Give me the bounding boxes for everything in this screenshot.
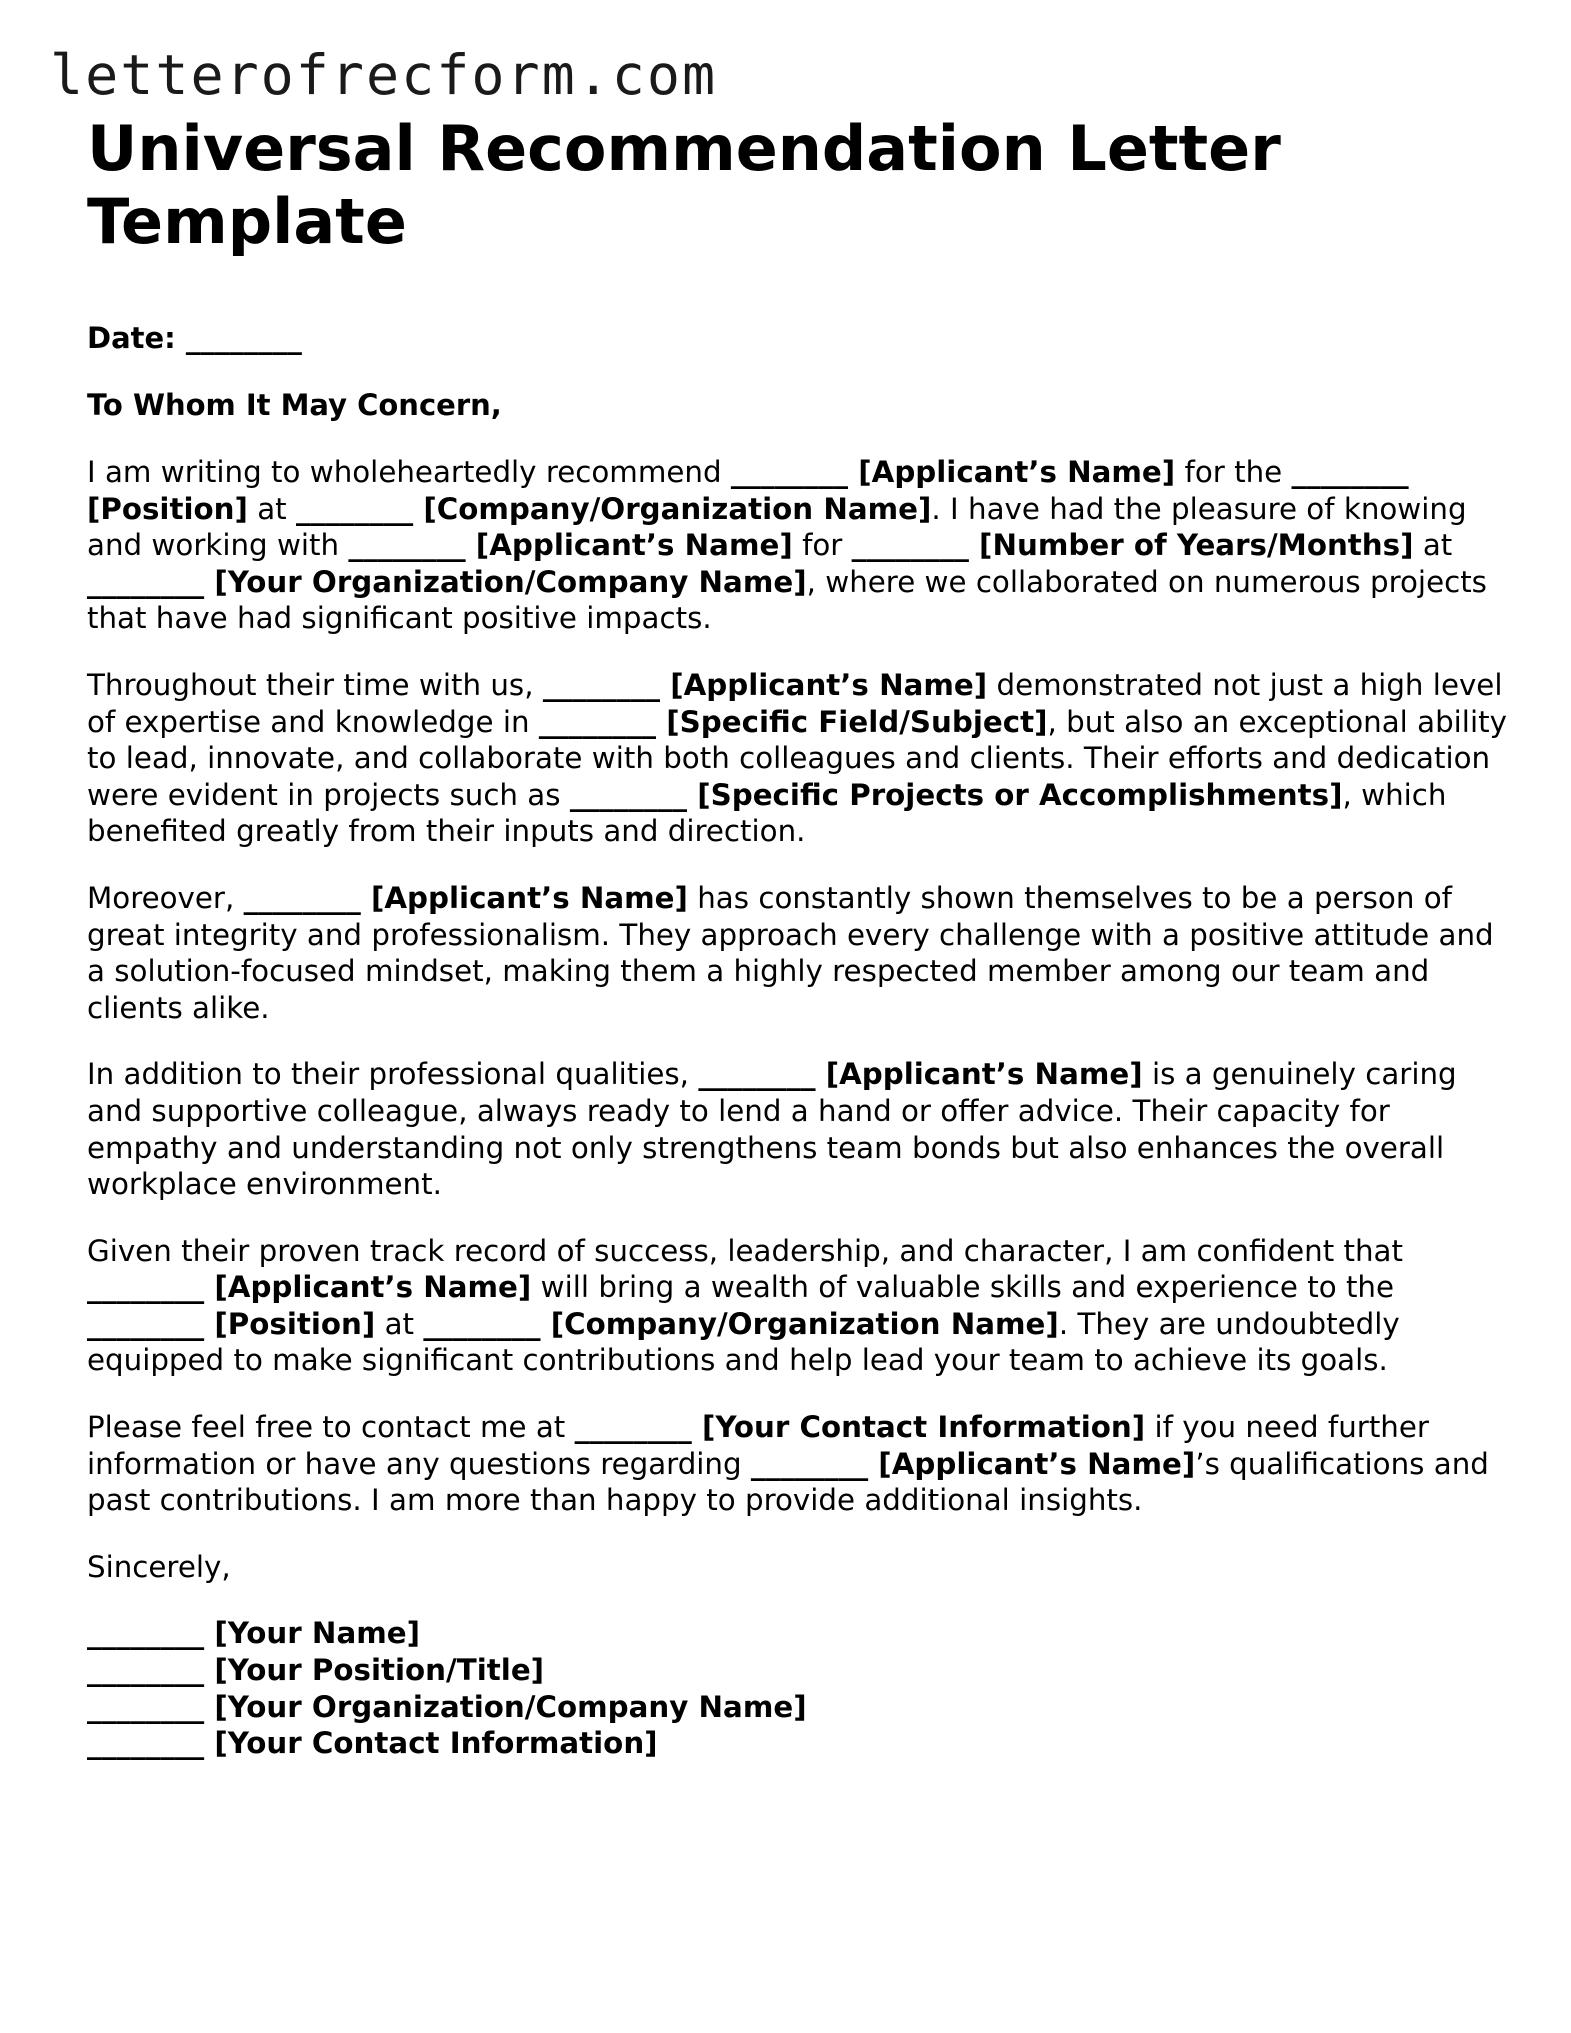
paragraph-2 bbox=[87, 667, 1507, 850]
body-text: Throughout their time with us, bbox=[87, 667, 543, 702]
body-text: demonstrated not just a high level of expertise and knowledge in bbox=[87, 667, 1503, 739]
letter-document bbox=[87, 112, 1507, 1762]
paragraph-1 bbox=[87, 454, 1507, 637]
placeholder-field: ________ [Your Contact Information] bbox=[574, 1410, 1146, 1445]
paragraph-4 bbox=[87, 1056, 1507, 1202]
paragraph-3 bbox=[87, 880, 1507, 1026]
placeholder-field: ________ [Number of Years/Months] bbox=[851, 528, 1414, 563]
body-text: , where we collaborated on numerous projects that have had significant positive impacts. bbox=[87, 564, 1487, 636]
body-text: In addition to their professional qualities, bbox=[87, 1057, 699, 1092]
body-text: at bbox=[247, 491, 296, 526]
body-text: at bbox=[1413, 528, 1453, 563]
closing: Sincerely, bbox=[87, 1549, 231, 1584]
placeholder-field: ________ [Company/Organization Name] bbox=[423, 1306, 1059, 1341]
signature-contact: ________ [Your Contact Information] bbox=[87, 1726, 658, 1761]
body-text: , which benefited greatly from their inputs and direction. bbox=[87, 777, 1447, 849]
body-text: Given their proven track record of success, leadership, and character, I am confident that bbox=[87, 1233, 1403, 1268]
placeholder-field: ________ [Applicant’s Name] bbox=[698, 1057, 1143, 1092]
placeholder-field: ________ [Applicant’s Name] bbox=[243, 880, 688, 915]
body-text: , but also an exceptional ability to lead, innovate, and collaborate with both colleagues and clients. Their efforts and dedication were evident in projects such as bbox=[87, 704, 1507, 812]
body-text: for bbox=[792, 528, 852, 563]
site-watermark: letterofrecform.com bbox=[50, 43, 718, 107]
placeholder-field: ________ [Applicant’s Name] bbox=[348, 528, 793, 563]
signature-name: ________ [Your Name] bbox=[87, 1616, 421, 1651]
signature-position: ________ [Your Position/Title] bbox=[87, 1653, 545, 1688]
body-text: for the bbox=[1175, 455, 1292, 489]
body-text: ’s qualifications and past contributions. I am more than happy to provide additional insights. bbox=[87, 1446, 1489, 1518]
body-text: at bbox=[375, 1306, 424, 1341]
body-text: is a genuinely caring and supportive colleague, always ready to lend a hand or offer advice. Their capacity for empathy and understanding not only strengthens team bonds but also enhances the overall workplace environment. bbox=[87, 1057, 1457, 1202]
placeholder-field: ________ [Your Organization/Company Name] bbox=[87, 564, 807, 599]
body-text: Moreover, bbox=[87, 880, 244, 915]
signature-organization: ________ [Your Organization/Company Name] bbox=[87, 1689, 807, 1724]
placeholder-field: ________ [Specific Field/Subject] bbox=[538, 704, 1048, 739]
signature-block bbox=[87, 1615, 1507, 1761]
body-text: if you need further information or have any questions regarding bbox=[87, 1410, 1429, 1481]
body-text: . I have had the pleasure of knowing and working with bbox=[87, 491, 1467, 563]
body-text: Please feel free to contact me at bbox=[87, 1410, 575, 1445]
placeholder-field: ________ [Applicant’s Name] bbox=[87, 1270, 532, 1305]
body-text: . They are undoubtedly equipped to make significant contributions and help lead your team to achieve its goals. bbox=[87, 1306, 1400, 1378]
placeholder-field: ________ [Company/Organization Name] bbox=[295, 491, 932, 526]
placeholder-field: ________ [Position] bbox=[87, 455, 1409, 526]
body-text: I am writing to wholeheartedly recommend bbox=[87, 455, 731, 489]
date-field: Date: ________ bbox=[87, 321, 302, 355]
placeholder-field: ________ [Applicant’s Name] bbox=[730, 455, 1176, 489]
body-text: will bring a wealth of valuable skills and experience to the bbox=[531, 1270, 1395, 1305]
placeholder-field: ________ [Position] bbox=[87, 1306, 376, 1341]
letter-body bbox=[87, 454, 1507, 1519]
paragraph-5 bbox=[87, 1233, 1507, 1379]
salutation: To Whom It May Concern, bbox=[87, 388, 502, 422]
placeholder-field: ________ [Applicant’s Name] bbox=[750, 1446, 1196, 1481]
placeholder-field: ________ [Specific Projects or Accomplishments] bbox=[569, 777, 1343, 812]
paragraph-6 bbox=[87, 1409, 1507, 1519]
body-text: has constantly shown themselves to be a person of great integrity and professionalism. They approach every challenge with a positive attitude and a solution-focused mindset, making them a highly respected member among our team and clients alike. bbox=[87, 880, 1494, 1025]
placeholder-field: ________ [Applicant’s Name] bbox=[542, 667, 988, 702]
page-title: Universal Recommendation Letter Template bbox=[87, 112, 1281, 258]
